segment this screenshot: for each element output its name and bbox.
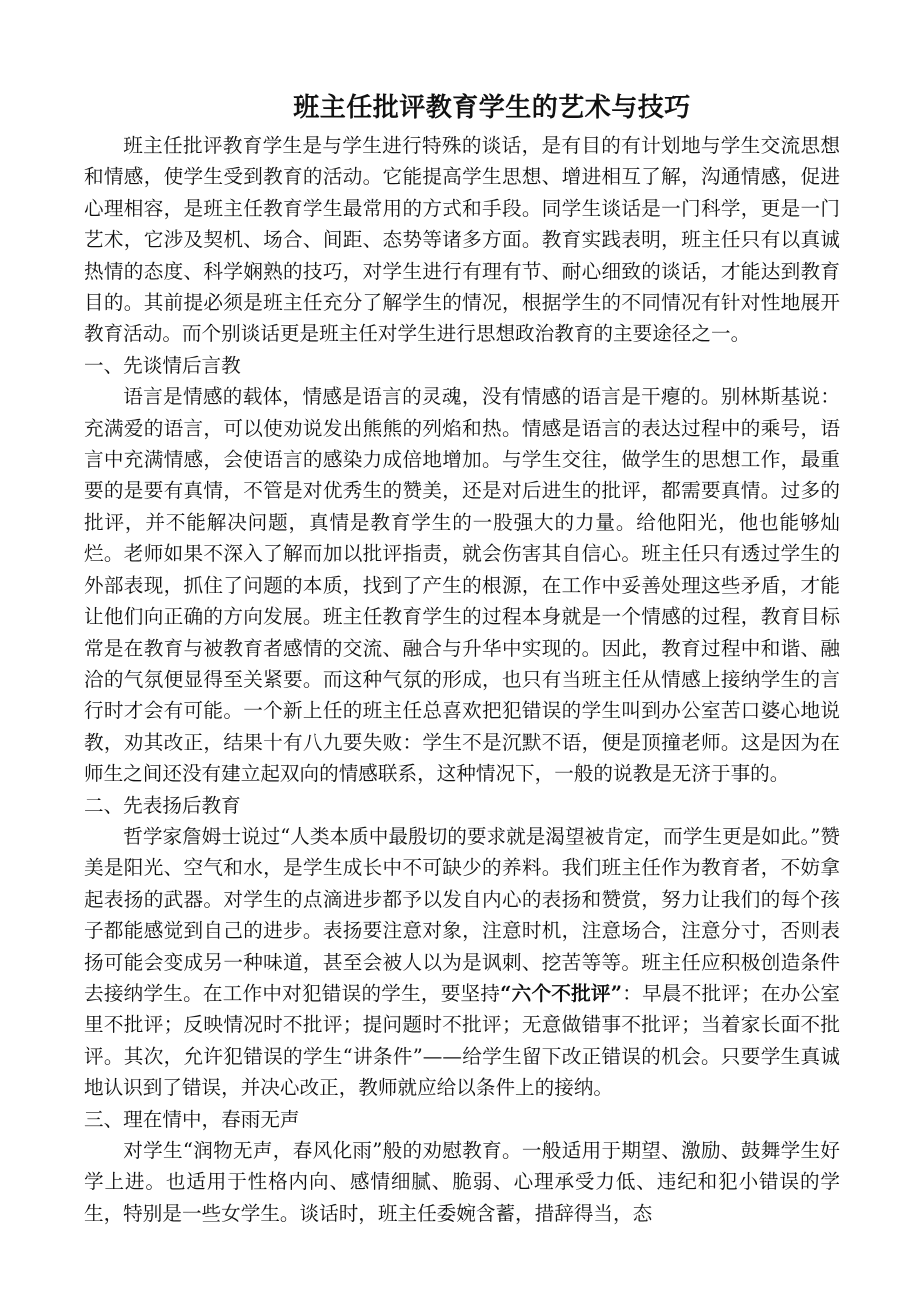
section-2-bold-phrase: “六个不批评” (500, 981, 623, 1005)
section-1-paragraph: 语言是情感的载体，情感是语言的灵魂，没有情感的语言是干瘪的。别林斯基说：充满爱的语言，可以使劝说发出熊熊的列焰和热。情感是语言的表达过程中的乘号，语言中充满情感，会使语言的感染力成倍地增加。与学生交往，做学生的思想工作，最重要的是要有真情，不管是对优秀生的赞美，还是对后进生的批评，都需要真情。过多的批评，并不能解决问题，真情是教育学生的一股强大的力量。给他阳光，他也能够灿烂。老师如果不深入了解而加以批评指责，就会伤害其自信心。班主任只有透过学生的外部表现，抓住了问题的本质，找到了产生的根源，在工作中妥善处理这些矛盾，才能让他们向正确的方向发展。班主任教育学生的过程本身就是一个情感的过程，教育目标常是在教育与被教育者感情的交流、融合与升华中实现的。因此，教育过程中和谐、融洽的气氛便显得至关紧要。而这种气氛的形成，也只有当班主任从情感上接纳学生的言行时才会有可能。一个新上任的班主任总喜欢把犯错误的学生叫到办公室苦口婆心地说教，劝其改正，结果十有八九要失败：学生不是沉默不语，便是顶撞老师。这是因为在师生之间还没有建立起双向的情感联系，这种情况下，一般的说教是无济于事的。 (84, 385, 840, 786)
document-title: 班主任批评教育学生的艺术与技巧 (293, 93, 691, 123)
document-page (84, 86, 840, 1229)
section-2-text-before: 哲学家詹姆士说过“人类本质中最殷切的要求就是渴望被肯定，而学生更是如此。”赞美是阳光、空气和水，是学生成长中不可缺少的养料。我们班主任作为教育者，不妨拿起表扬的武器。对学生的点滴进步都予以发自内心的表扬和赞赏，努力让我们的每个孩子都能感觉到自己的进步。表扬要注意对象，注意时机，注意场合，注意分寸，否则表扬可能会变成另一种味道，甚至会被人以为是讽刺、挖苦等等。班主任应积极创造条件去接纳学生。在工作中对犯错误的学生，要坚持 (84, 824, 840, 1005)
section-2-heading: 二、先表扬后教育 (84, 793, 241, 817)
intro-paragraph: 班主任批评教育学生是与学生进行特殊的谈话，是有目的有计划地与学生交流思想和情感，使学生受到教育的活动。它能提高学生思想、增进相互了解，沟通情感，促进心理相容，是班主任教育学生最常用的方式和手段。同学生谈话是一门科学，更是一门艺术，它涉及契机、场合、间距、态势等诸多方面。教育实践表明，班主任只有以真诚热情的态度、科学娴熟的技巧，对学生进行有理有节、耐心细致的谈话，才能达到教育目的。其前提必须是班主任充分了解学生的情况，根据学生的不同情况有针对性地展开教育活动。而个别谈话更是班主任对学生进行思想政治教育的主要途径之一。 (84, 134, 840, 346)
section-3-heading: 三、理在情中，春雨无声 (84, 1107, 300, 1131)
section-2-paragraph (84, 821, 840, 1104)
section-3-paragraph: 对学生“润物无声，春风化雨”般的劝慰教育。一般适用于期望、激励、鼓舞学生好学上进。也适用于性格内向、感情细腻、脆弱、心理承受力低、违纪和犯小错误的学生，特别是一些女学生。谈话时，班主任委婉含蓄，措辞得当，态 (84, 1139, 840, 1225)
section-2-text-after: ：早晨不批评；在办公室里不批评；反映情况时不批评；提问题时不批评；无意做错事不批评；当着家长面不批评。其次，允许犯错误的学生“讲条件”——给学生留下改正错误的机会。只要学生真诚地认识到了错误，并决心改正，教师就应给以条件上的接纳。 (84, 981, 841, 1100)
section-1-heading: 一、先谈情后言教 (84, 353, 241, 377)
